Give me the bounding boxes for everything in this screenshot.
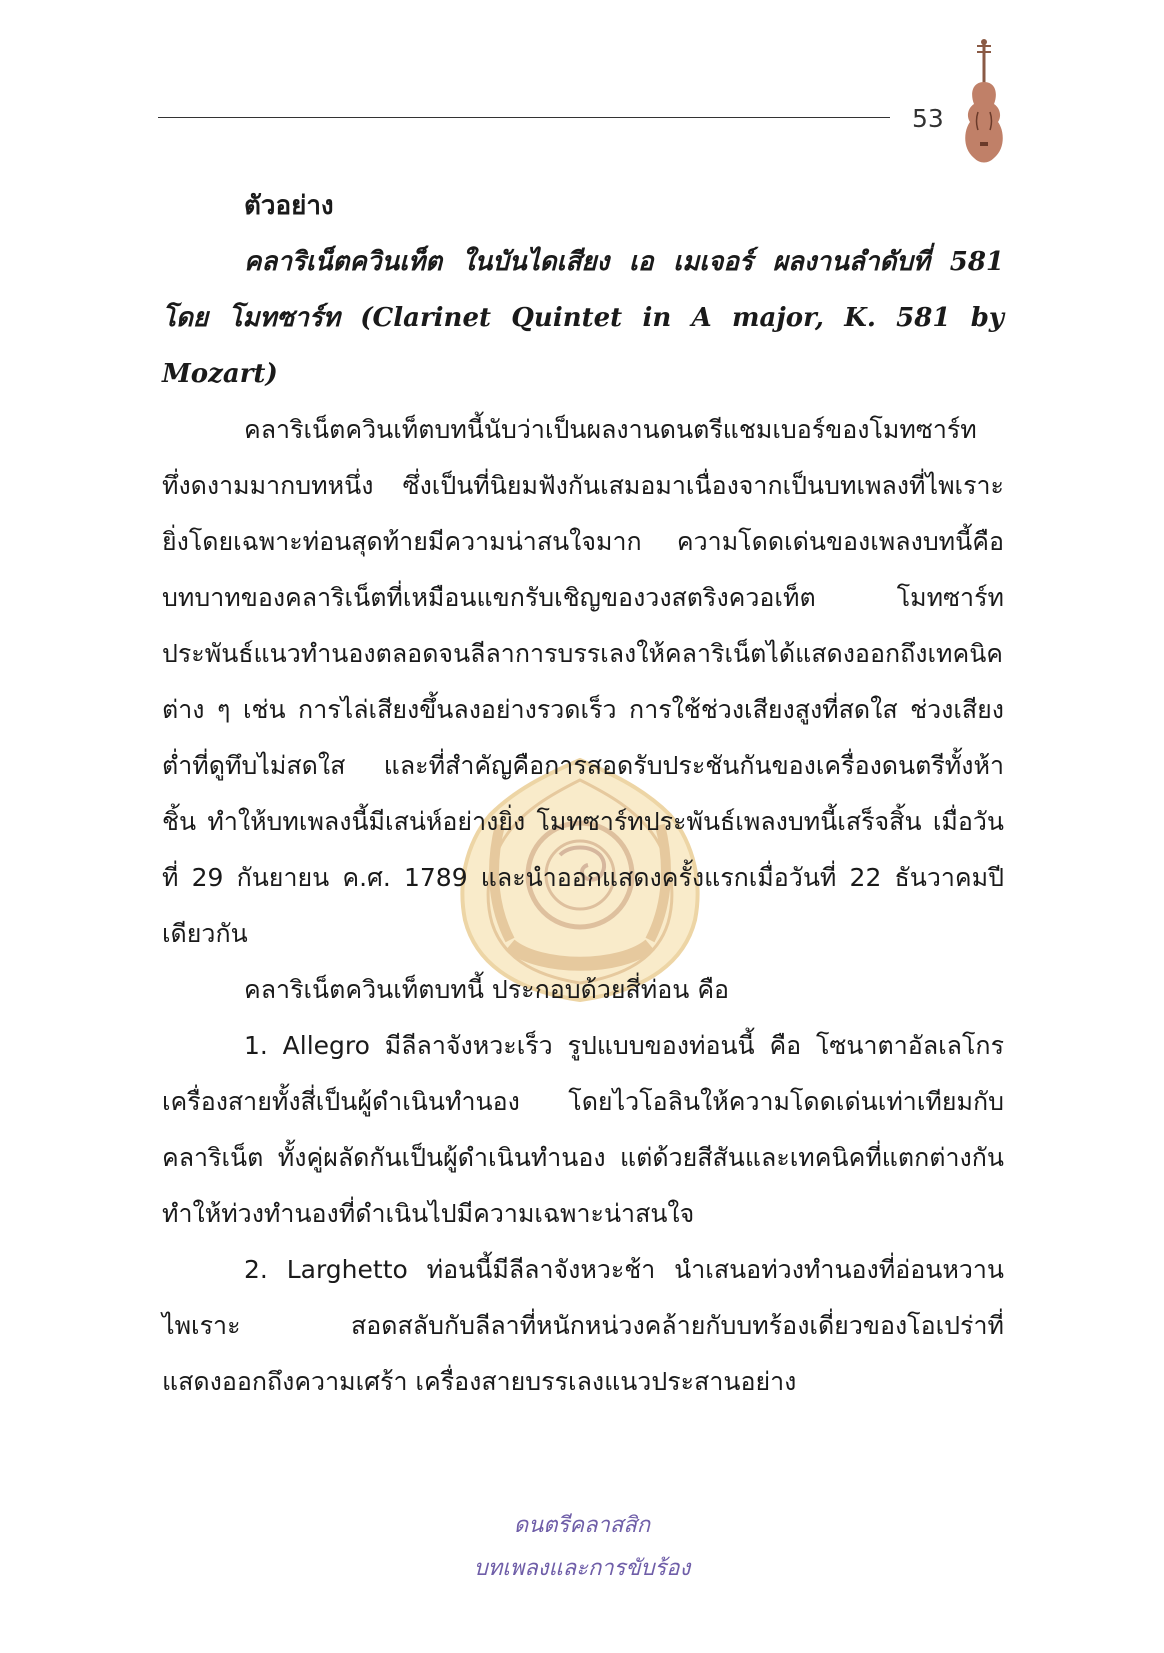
- header-rule: [158, 117, 890, 118]
- paragraph-allegro: 1. Allegro มีลีลาจังหวะเร็ว รูปแบบของท่อนนี้ คือ โซนาตาอัลเลโกร เครื่องสายทั้งสี่เป็นผู้ดำเนินทำนอง โดยไวโอลินให้ความโดดเด่นเท่าเทียมกับคลาริเน็ต ทั้งคู่ผลัดกันเป็นผู้ดำเนินทำนอง แต่ด้วยสีสันและเทคนิคที่แตกต่างกันทำให้ท่วงทำนองที่ดำเนินไปมีความเฉพาะน่าสนใจ: [162, 1031, 1004, 1228]
- paragraph-movements: คลาริเน็ตควินเท็ตบทนี้ ประกอบด้วยสี่ท่อน คือ: [244, 975, 730, 1004]
- footer-book-subtitle: บทเพลงและการขับร้อง: [473, 1556, 691, 1581]
- page-body: [162, 178, 1004, 1410]
- violin-icon: [960, 38, 1010, 166]
- footer-book-title: ดนตรีคลาสสิก: [513, 1513, 651, 1538]
- paragraph-intro: คลาริเน็ตควินเท็ตบทนี้นับว่าเป็นผลงานดนตรีแชมเบอร์ของโมทซาร์ททึ่งดงามมากบทหนึ่ง ซึ่งเป็นที่นิยมฟังกันเสมอมาเนื่องจากเป็นบทเพลงที่ไพเราะยิ่งโดยเฉพาะท่อนสุดท้ายมีความน่าสนใจมาก ความโดดเด่นของเพลงบทนี้คือบทบาทของคลาริเน็ตที่เหมือนแขกรับเชิญของวงสตริงควอเท็ต โมทซาร์ทประพันธ์แนวทำนองตลอดจนลีลาการบรรเลงให้คลาริเน็ตได้แสดงออกถึงเทคนิคต่าง ๆ เช่น การไล่เสียงขึ้นลงอย่างรวดเร็ว การใช้ช่วงเสียงสูงที่สดใส ช่วงเสียงต่ำที่ดูทึบไม่สดใส และที่สำคัญคือการสอดรับประชันกันของเครื่องดนตรีทั้งห้าชิ้น ทำให้บทเพลงนี้มีเสน่ห์อย่างยิ่ง โมทซาร์ทประพันธ์เพลงบทนี้เสร็จสิ้น เมื่อวันที่ 29 กันยายน ค.ศ. 1789 และนำออกแสดงครั้งแรกเมื่อวันที่ 22 ธันวาคมปีเดียวกัน: [162, 415, 1004, 948]
- example-title: คลาริเน็ตควินเท็ต ในบันไดเสียง เอ เมเจอร์ ผลงานลำดับที่ 581 โดย โมทซาร์ท (Clarinet Quintet in A major, K. 581 by Mozart): [162, 247, 1004, 389]
- paragraph-larghetto: 2. Larghetto ท่อนนี้มีลีลาจังหวะช้า นำเสนอท่วงทำนองที่อ่อนหวานไพเราะ สอดสลับกับลีลาที่หนักหน่วงคล้ายกับบทร้องเดี่ยวของโอเปร่าที่แสดงออกถึงความเศร้า เครื่องสายบรรเลงแนวประสานอย่าง: [162, 1255, 1004, 1396]
- page-number: 53: [912, 104, 944, 133]
- section-heading: ตัวอย่าง: [244, 191, 334, 221]
